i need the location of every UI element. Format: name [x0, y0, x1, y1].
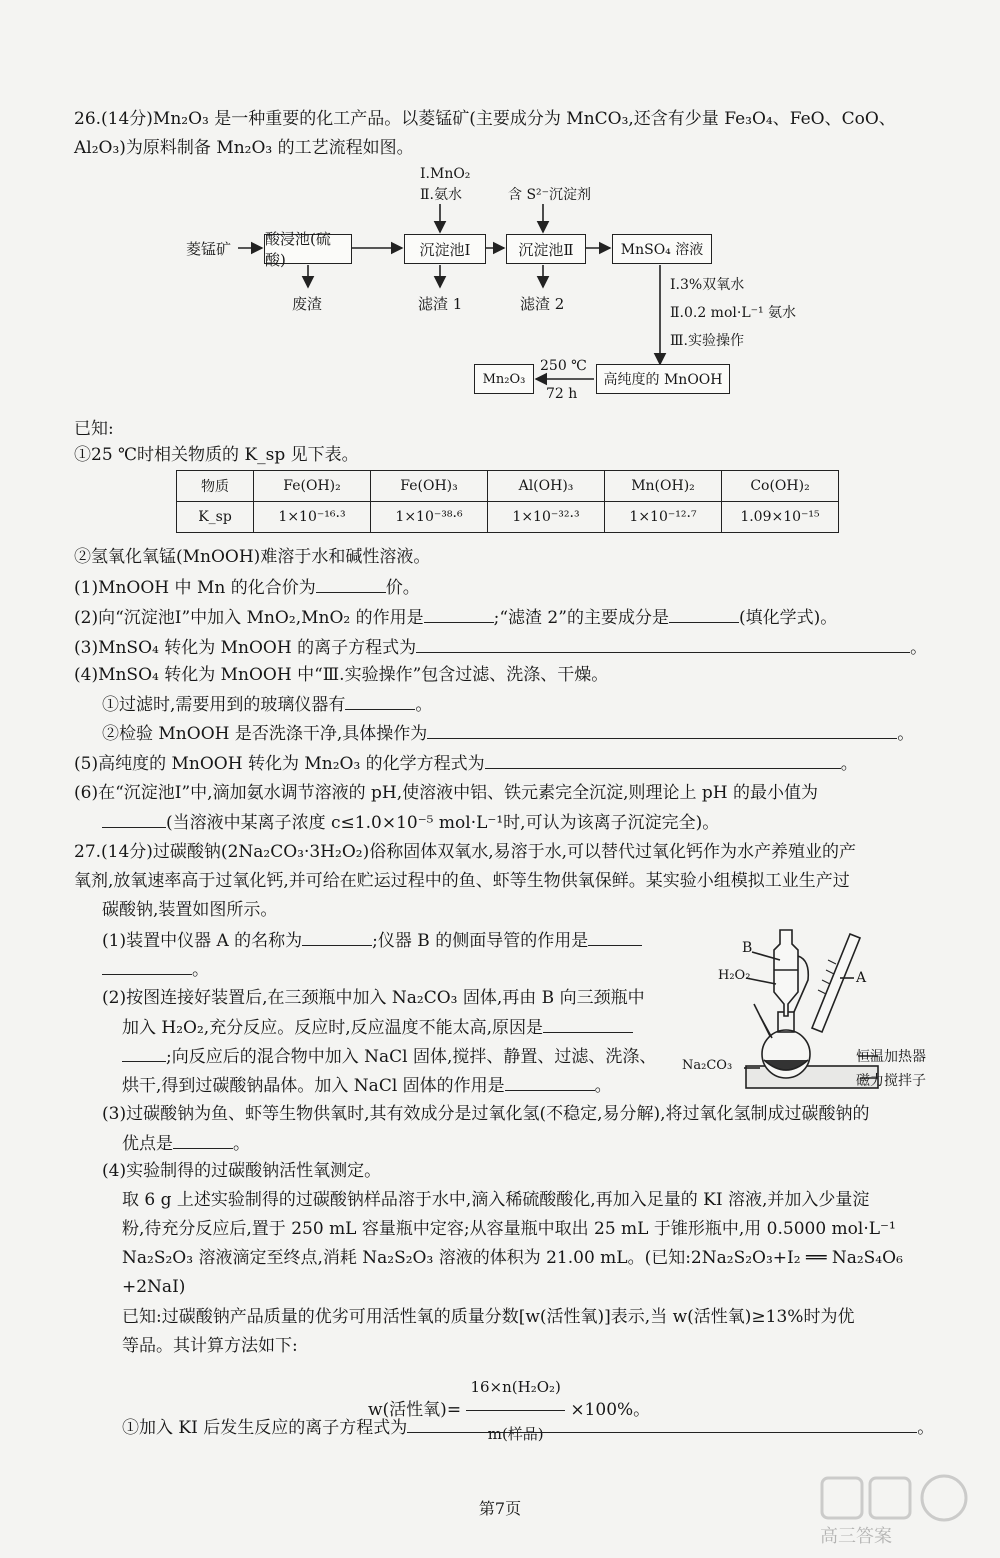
answer-blank[interactable] — [102, 958, 192, 975]
formula-numerator: 16×n(H₂O₂) — [466, 1364, 564, 1411]
flow-mnooh-box: 高纯度的 MnOOH — [596, 364, 730, 394]
flow-step-ammonia: Ⅱ.0.2 mol·L⁻¹ 氨水 — [670, 305, 797, 321]
q26-sub1-text: (1)MnOOH 中 Mn 的化合价为 — [74, 578, 316, 598]
formula-lhs: w(活性氧)= — [368, 1400, 462, 1420]
ksp-value-cell: 1×10⁻³⁸·⁶ — [371, 502, 488, 533]
apparatus-label-a: A — [856, 970, 867, 986]
q26-known-1: ①25 ℃时相关物质的 K_sp 见下表。 — [74, 445, 359, 465]
flow-reagent-sulfide: 含 S²⁻沉淀剂 — [508, 187, 592, 203]
answer-blank[interactable] — [543, 1016, 633, 1033]
ksp-header-cell: 物质 — [177, 471, 254, 502]
q27-para-6: 等品。其计算方法如下: — [122, 1336, 298, 1356]
flow-step-hydrogen-peroxide: Ⅰ.3%双氧水 — [670, 277, 745, 293]
flow-acid-leach-pool: 酸浸池(硫酸) — [264, 234, 352, 264]
period-mark: 。 — [192, 960, 209, 980]
ksp-value-cell: 1×10⁻³²·³ — [488, 502, 605, 533]
q27-intro-line1: 27.(14分)过碳酸钠(2Na₂CO₃·3H₂O₂)俗称固体双氧水,易溶于水,可以替代过氧化钙作为水产养殖业的产 — [74, 842, 857, 862]
q27-sub2-line1: (2)按图连接好装置后,在三颈瓶中加入 Na₂CO₃ 固体,再由 B 向三颈瓶中 — [102, 988, 645, 1008]
period-mark: 。 — [910, 638, 928, 658]
apparatus-label-h2o2: H₂O₂ — [718, 968, 751, 983]
apparatus-label-b: B — [742, 940, 753, 956]
q27-sub4-1-text: ①加入 KI 后发生反应的离子方程式为 — [122, 1418, 408, 1438]
ksp-value-cell: 1×10⁻¹²·⁷ — [605, 502, 722, 533]
watermark-text: 高三答案 — [820, 1526, 892, 1547]
q26-sub6-text: (当溶液中某离子浓度 c≤1.0×10⁻⁵ mol·L⁻¹时,可认为该离子沉淀完全)。 — [166, 813, 720, 833]
flow-raw-material: 菱锰矿 — [186, 240, 232, 258]
q27-sub2-text3: 烘干,得到过碳酸钠晶体。加入 NaCl 固体的作用是 — [122, 1076, 505, 1096]
period-mark: 。 — [897, 724, 915, 744]
answer-blank[interactable] — [669, 606, 739, 623]
activity-oxygen-formula — [368, 1364, 650, 1457]
period-mark: 。 — [233, 1134, 250, 1154]
flow-step-operation: Ⅲ.实验操作 — [670, 333, 744, 349]
q27-sub3-text: 优点是 — [122, 1134, 173, 1154]
q26-sub5-text: (5)高纯度的 MnOOH 转化为 Mn₂O₃ 的化学方程式为 — [74, 754, 485, 774]
ksp-table — [176, 470, 839, 533]
q27-sub2-text: 加入 H₂O₂,充分反应。反应时,反应温度不能太高,原因是 — [122, 1018, 544, 1038]
q26-sub4-2-text: ②检验 MnOOH 是否洗涤干净,具体操作为 — [102, 724, 428, 744]
q27-para-1: 取 6 g 上述实验制得的过碳酸钠样品溶于水中,滴入稀硫酸酸化,再加入足量的 KI 溶液,并加入少量淀 — [122, 1190, 870, 1210]
q27-para-5: 已知:过碳酸钠产品质量的优劣可用活性氧的质量分数[w(活性氧)]表示,当 w(活性氧)≥13%时为优 — [122, 1307, 855, 1327]
period-mark: 。 — [594, 1076, 612, 1096]
q26-sub3 — [74, 636, 927, 659]
q27-sub2-line2 — [122, 1016, 633, 1039]
q26-sub5 — [74, 752, 858, 775]
answer-blank[interactable] — [122, 1045, 166, 1062]
q26-sub2-text3: (填化学式)。 — [738, 608, 838, 628]
ksp-header-cell: Fe(OH)₃ — [371, 471, 488, 502]
ksp-header-cell: Mn(OH)₂ — [605, 471, 722, 502]
q26-known-heading: 已知: — [74, 419, 114, 439]
q27-para-2: 粉,待充分反应后,置于 250 mL 容量瓶中定容;从容量瓶中取出 25 mL 于锥形瓶中,用 0.5000 mol·L⁻¹ — [122, 1219, 896, 1239]
q27-sub4: (4)实验制得的过碳酸钠活性氧测定。 — [102, 1161, 382, 1181]
ksp-header-cell: Al(OH)₃ — [488, 471, 605, 502]
flow-filter-residue-2: 滤渣 2 — [520, 295, 565, 313]
answer-blank[interactable] — [416, 636, 910, 653]
answer-blank[interactable] — [505, 1074, 595, 1091]
q26-sub6-line2 — [102, 811, 719, 834]
flow-temperature: 250 ℃ — [540, 358, 587, 374]
flow-arrows — [0, 0, 1000, 420]
page-number: 第7页 — [478, 1499, 522, 1518]
answer-blank[interactable] — [302, 929, 372, 946]
ksp-header-cell: Fe(OH)₂ — [254, 471, 371, 502]
answer-blank[interactable] — [345, 693, 415, 710]
q26-sub4: (4)MnSO₄ 转化为 MnOOH 中“Ⅲ.实验操作”包含过滤、洗涤、干燥。 — [74, 665, 609, 685]
formula-fraction — [466, 1364, 564, 1457]
flow-mnso4-solution: MnSO₄ 溶液 — [612, 234, 712, 264]
flow-waste-residue: 废渣 — [292, 295, 323, 313]
apparatus-label-stirrer: 磁力搅拌子 — [856, 1073, 926, 1089]
q26-sub1 — [74, 576, 420, 599]
q27-sub1-text: (1)装置中仪器 A 的名称为 — [102, 931, 303, 951]
answer-blank[interactable] — [588, 929, 642, 946]
period-mark: 。 — [917, 1418, 935, 1438]
q26-sub4-2 — [102, 722, 914, 745]
ksp-table-header-row — [177, 471, 839, 502]
flow-precipitation-pool-1: 沉淀池Ⅰ — [404, 234, 486, 264]
q27-sub1-cont — [102, 958, 209, 981]
q27-sub2-text2: ;向反应后的混合物中加入 NaCl 固体,搅拌、静置、过滤、洗涤、 — [166, 1047, 657, 1067]
q26-sub2-text2: ;“滤渣 2”的主要成分是 — [493, 608, 669, 628]
process-flow-diagram — [0, 0, 1000, 420]
q27-sub3-line1: (3)过碳酸钠为鱼、虾等生物供氧时,其有效成分是过氧化氢(不稳定,易分解),将过氧化氢制成过碳酸钠的 — [102, 1104, 870, 1124]
apparatus-diagram — [682, 920, 960, 1100]
q27-sub1 — [102, 929, 642, 952]
q27-sub1-text2: ;仪器 B 的侧面导管的作用是 — [372, 931, 589, 951]
q26-sub6-line1: (6)在“沉淀池Ⅰ”中,滴加氨水调节溶液的 pH,使溶液中铝、铁元素完全沉淀,则理论上 pH 的最小值为 — [74, 783, 819, 803]
q26-intro-line1: 26.(14分)Mn₂O₃ 是一种重要的化工产品。以菱锰矿(主要成分为 MnCO₃,还含有少量 Fe₃O₄、FeO、CoO、 — [74, 109, 896, 129]
apparatus-label-na2co3: Na₂CO₃ — [682, 1058, 733, 1073]
q27-intro-line3: 碳酸钠,装置如图所示。 — [102, 900, 278, 920]
period-mark: 。 — [415, 695, 433, 715]
ksp-value-cell: K_sp — [177, 502, 254, 533]
q27-sub3-line2 — [122, 1132, 250, 1155]
answer-blank[interactable] — [407, 1416, 917, 1433]
flow-duration: 72 h — [546, 386, 578, 402]
q26-sub1-unit: 价。 — [385, 578, 420, 598]
period-mark: 。 — [840, 754, 858, 774]
ksp-table-value-row — [177, 502, 839, 533]
flow-reagent-mno2: Ⅰ.MnO₂ — [420, 166, 471, 182]
q26-intro-line2: Al₂O₃)为原料制备 Mn₂O₃ 的工艺流程如图。 — [74, 138, 414, 158]
q27-sub2-line3 — [122, 1045, 656, 1068]
q27-sub4-1 — [122, 1416, 934, 1439]
answer-blank[interactable] — [173, 1132, 233, 1149]
formula-denominator: m(样品) — [487, 1425, 544, 1443]
formula-rhs: ×100%。 — [570, 1400, 651, 1420]
ksp-header-cell: Co(OH)₂ — [722, 471, 839, 502]
q26-sub3-text: (3)MnSO₄ 转化为 MnOOH 的离子方程式为 — [74, 638, 417, 658]
flow-product-box: Mn₂O₃ — [474, 364, 534, 394]
answer-blank[interactable] — [485, 752, 841, 769]
q27-para-3: Na₂S₂O₃ 溶液滴定至终点,消耗 Na₂S₂O₃ 溶液的体积为 21.00 mL。(已知:2Na₂S₂O₃+I₂ ══ Na₂S₄O₆ — [122, 1248, 903, 1268]
q27-para-4: +2NaI) — [122, 1277, 186, 1297]
answer-blank[interactable] — [427, 722, 897, 739]
apparatus-label-heater: 恒温加热器 — [856, 1049, 926, 1065]
flow-filter-residue-1: 滤渣 1 — [418, 295, 463, 313]
answer-blank[interactable] — [102, 811, 166, 828]
flow-precipitation-pool-2: 沉淀池Ⅱ — [506, 234, 586, 264]
q27-sub2-line4 — [122, 1074, 612, 1097]
answer-blank[interactable] — [424, 606, 494, 623]
ksp-value-cell: 1.09×10⁻¹⁵ — [722, 502, 839, 533]
q26-known-2: ②氢氧化氧锰(MnOOH)难溶于水和碱性溶液。 — [74, 547, 431, 567]
q26-sub4-1-text: ①过滤时,需要用到的玻璃仪器有 — [102, 695, 346, 715]
answer-blank[interactable] — [316, 576, 386, 593]
q26-sub2-text: (2)向“沉淀池Ⅰ”中加入 MnO₂,MnO₂ 的作用是 — [74, 608, 424, 628]
ksp-value-cell: 1×10⁻¹⁶·³ — [254, 502, 371, 533]
q27-intro-line2: 氧剂,放氧速率高于过氧化钙,并可给在贮运过程中的鱼、虾等生物供氧保鲜。某实验小组模拟工业生产过 — [74, 871, 850, 891]
q26-sub2 — [74, 606, 837, 629]
q26-sub4-1 — [102, 693, 432, 716]
flow-reagent-ammonia: Ⅱ.氨水 — [420, 187, 462, 203]
